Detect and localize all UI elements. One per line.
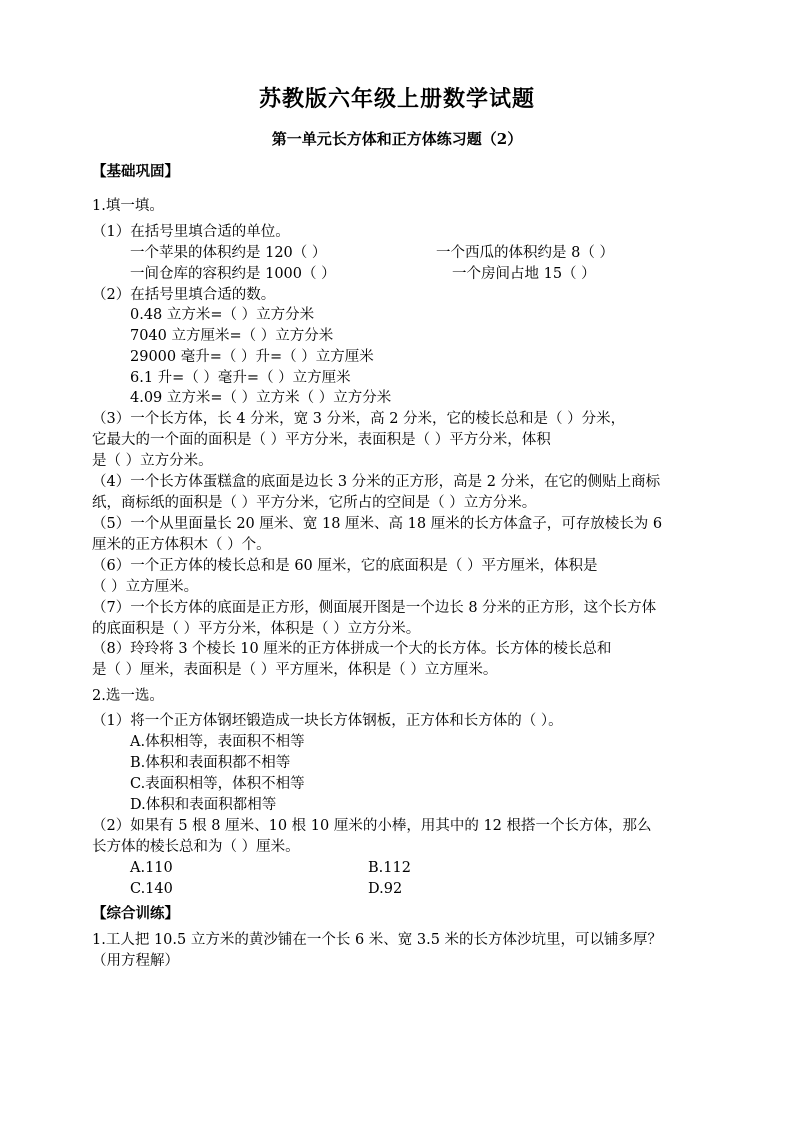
q2-part2-option-c: C.140: [130, 881, 173, 897]
q1-part8-line1: （8）玲玲将 3 个棱长 10 厘米的正方体拼成一个大的长方体。长方体的棱长总和: [92, 641, 612, 657]
q2-part1-option-b: B.体积和表面积都不相等: [130, 755, 291, 771]
q1-part1-room: 一个房间占地 15（ ）: [452, 266, 596, 282]
q2-part2-line1: （2）如果有 5 根 8 厘米、10 根 10 厘米的小棒，用其中的 12 根搭一个长方体，那么: [92, 818, 652, 834]
q1-part3-line3: 是（ ）立方分米。: [92, 453, 213, 469]
q1-part4-line1: （4）一个长方体蛋糕盒的底面是边长 3 分米的正方形，高是 2 分米，在它的侧贴上商标: [92, 474, 661, 490]
q1-part1-warehouse: 一间仓库的容积约是 1000（ ）: [130, 266, 336, 282]
q1-part1-watermelon: 一个西瓜的体积约是 8（ ）: [436, 245, 614, 261]
q2-part2-option-a: A.110: [130, 860, 173, 876]
q2-part1-prompt: （1）将一个正方体钢坯锻造成一块长方体钢板，正方体和长方体的（ ）。: [92, 713, 563, 729]
q1-part8-line2: 是（ ）厘米，表面积是（ ）平方厘米，体积是（ ）立方厘米。: [92, 662, 498, 678]
q1-part5-line2: 厘米的正方体积木（ ）个。: [92, 537, 271, 553]
q1-part5-line1: （5）一个从里面量长 20 厘米、宽 18 厘米、高 18 厘米的长方体盒子，可存放棱长为 6: [92, 516, 663, 532]
q1-part2-line2: 7040 立方厘米=（ ）立方分米: [130, 328, 334, 344]
q1-part2-line1: 0.48 立方米=（ ）立方分米: [130, 307, 315, 323]
q2-part2-option-d: D.92: [368, 881, 403, 897]
q1-heading: 1.填一填。: [92, 198, 164, 214]
q2-part1-option-a: A.体积相等，表面积不相等: [130, 734, 305, 750]
q2-part2-line2: 长方体的棱长总和为（ ）厘米。: [92, 839, 300, 855]
page-title: 苏教版六年级上册数学试题: [258, 86, 535, 112]
q1-part2-line3: 29000 毫升=（ ）升=（ ）立方厘米: [130, 349, 374, 365]
q3-line1: 1.工人把 10.5 立方米的黄沙铺在一个长 6 米、宽 3.5 米的长方体沙坑里，可以铺多厚？: [92, 932, 663, 948]
q1-part3-line1: （3）一个长方体，长 4 分米，宽 3 分米，高 2 分米，它的棱长总和是（ ）分米，: [92, 411, 626, 427]
q1-part2-line5: 4.09 立方米=（ ）立方米（ ）立方分米: [130, 390, 392, 406]
q1-part6-line2: （ ）立方厘米。: [92, 579, 199, 595]
q3-line2: （用方程解）: [92, 953, 179, 969]
q1-part2-line4: 6.1 升=（ ）毫升=（ ）立方厘米: [130, 370, 351, 386]
q2-part2-option-b: B.112: [368, 860, 411, 876]
q1-part6-line1: （6）一个正方体的棱长总和是 60 厘米，它的底面积是（ ）平方厘米，体积是: [92, 558, 598, 574]
q1-part1-apple: 一个苹果的体积约是 120（ ）: [130, 245, 327, 261]
q1-part7-line2: 的底面积是（ ）平方分米，体积是（ ）立方分米。: [92, 621, 421, 637]
section-basic-heading: 【基础巩固】: [92, 163, 179, 180]
q2-part1-option-d: D.体积和表面积都相等: [130, 797, 277, 813]
page-subtitle: 第一单元长方体和正方体练习题（2）: [271, 130, 523, 148]
q2-heading: 2.选一选。: [92, 688, 164, 704]
section-comprehensive-heading: 【综合训练】: [92, 905, 179, 922]
q1-part3-line2: 它最大的一个面的面积是（ ）平方分米，表面积是（ ）平方分米，体积: [92, 432, 551, 448]
q1-part4-line2: 纸，商标纸的面积是（ ）平方分米，它所占的空间是（ ）立方分米。: [92, 495, 537, 511]
q1-part2-prompt: （2）在括号里填合适的数。: [92, 287, 276, 303]
q2-part1-option-c: C.表面积相等，体积不相等: [130, 776, 305, 792]
q1-part1-prompt: （1）在括号里填合适的单位。: [92, 224, 290, 240]
q1-part7-line1: （7）一个长方体的底面是正方形，侧面展开图是一个边长 8 分米的正方形，这个长方体: [92, 600, 657, 616]
